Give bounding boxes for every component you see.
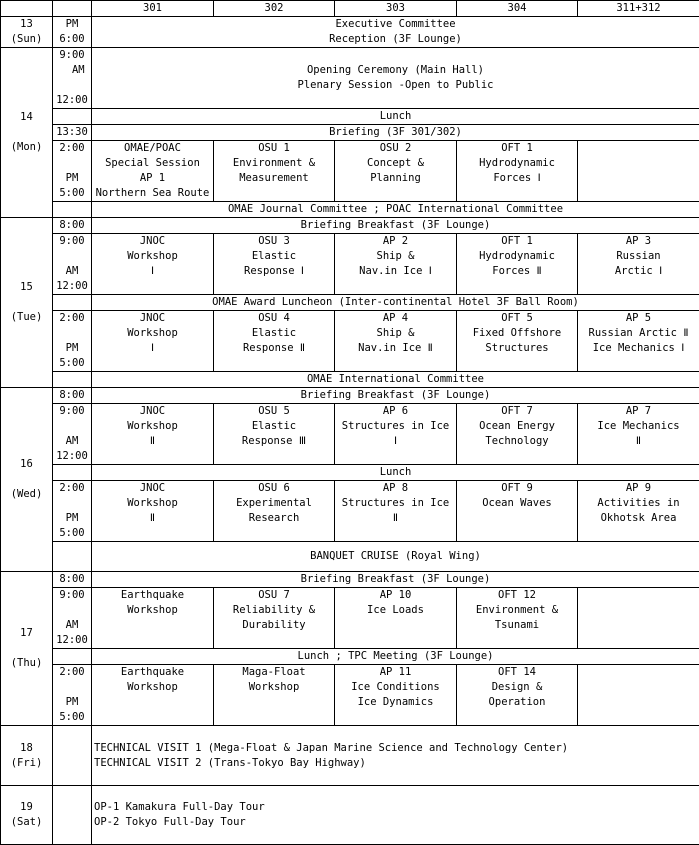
session-cell: JNOC Workshop Ⅰ [92, 234, 214, 295]
date-cell: 16 (Wed) [1, 388, 53, 572]
day-17-breakfast-row [1, 572, 699, 588]
session-cell: OFT 14 Design & Operation [457, 665, 578, 726]
session-cell: JNOC Workshop Ⅱ [92, 404, 214, 465]
session-cell [578, 665, 699, 726]
day-16-pm-row [1, 481, 699, 542]
session-cell: Earthquake Workshop [92, 588, 214, 649]
time-cell: 8:00 [53, 218, 92, 234]
session-cell: OMAE/POAC Special Session AP 1 Northern Sea Route [92, 141, 214, 202]
time-cell: 9:00 AM 12:00 [53, 588, 92, 649]
day-16-am-row [1, 404, 699, 465]
time-cell [53, 295, 92, 311]
time-cell: 9:00 AM 12:00 [53, 234, 92, 295]
session-cell: AP 3 Russian Arctic Ⅰ [578, 234, 699, 295]
session-cell: OFT 1 Hydrodynamic Forces Ⅰ [457, 141, 578, 202]
time-cell: 2:00 PM 5:00 [53, 141, 92, 202]
session-cell [578, 141, 699, 202]
date-cell: 15 (Tue) [1, 218, 53, 388]
event-cell: Lunch [92, 109, 699, 125]
event-cell: BANQUET CRUISE (Royal Wing) [92, 542, 699, 572]
time-cell: PM 6:00 [53, 17, 92, 48]
event-cell: OMAE Award Luncheon (Inter-continental Hotel 3F Ball Room) [92, 295, 699, 311]
time-cell: 8:00 [53, 388, 92, 404]
session-cell: AP 9 Activities in Okhotsk Area [578, 481, 699, 542]
day-15-breakfast-row [1, 218, 699, 234]
session-cell: OSU 3 Elastic Response Ⅰ [214, 234, 335, 295]
time-cell [53, 109, 92, 125]
day-13-row [1, 17, 699, 48]
session-cell [578, 588, 699, 649]
room-header: 311+312 [578, 1, 699, 17]
event-cell: Lunch [92, 465, 699, 481]
day-15-am-row [1, 234, 699, 295]
day-17-lunch-row [1, 649, 699, 665]
session-cell: OSU 4 Elastic Response Ⅱ [214, 311, 335, 372]
session-cell: AP 6 Structures in Ice Ⅰ [335, 404, 457, 465]
event-cell: TECHNICAL VISIT 1 (Mega-Float & Japan Marine Science and Technology Center) TECHNICAL VISIT 2 (Trans-Tokyo Bay Highway) [92, 726, 699, 786]
time-cell: 2:00 PM 5:00 [53, 665, 92, 726]
day-14-briefing-row [1, 125, 699, 141]
session-cell: AP 5 Russian Arctic Ⅱ Ice Mechanics Ⅰ [578, 311, 699, 372]
session-cell: OFT 1 Hydrodynamic Forces Ⅱ [457, 234, 578, 295]
time-cell: 9:00 AM 12:00 [53, 404, 92, 465]
day-17-pm-row [1, 665, 699, 726]
time-cell [53, 726, 92, 786]
day-16-lunch-row [1, 465, 699, 481]
session-cell: JNOC Workshop Ⅱ [92, 481, 214, 542]
session-cell: OSU 5 Elastic Response Ⅲ [214, 404, 335, 465]
day-15-evening-row [1, 372, 699, 388]
room-header: 303 [335, 1, 457, 17]
event-cell: Briefing Breakfast (3F Lounge) [92, 572, 699, 588]
time-cell: 8:00 [53, 572, 92, 588]
time-cell: 13:30 [53, 125, 92, 141]
event-cell: Executive Committee Reception (3F Lounge) [92, 17, 699, 48]
event-cell: Lunch ; TPC Meeting (3F Lounge) [92, 649, 699, 665]
event-cell: OMAE International Committee [92, 372, 699, 388]
event-cell: OMAE Journal Committee ; POAC International Committee [92, 202, 699, 218]
day-14-lunch-row [1, 109, 699, 125]
session-cell: AP 4 Ship & Nav.in Ice Ⅱ [335, 311, 457, 372]
header-blank [53, 1, 92, 17]
session-cell: Earthquake Workshop [92, 665, 214, 726]
session-cell: AP 8 Structures in Ice Ⅱ [335, 481, 457, 542]
day-14-evening-row [1, 202, 699, 218]
room-header: 304 [457, 1, 578, 17]
time-cell [53, 465, 92, 481]
date-cell: 14 (Mon) [1, 48, 53, 218]
time-cell: 9:00 AM 12:00 [53, 48, 92, 109]
date-cell: 19 (Sat) [1, 786, 53, 845]
room-header: 302 [214, 1, 335, 17]
header-row [1, 1, 699, 17]
time-cell [53, 786, 92, 845]
day-16-breakfast-row [1, 388, 699, 404]
session-cell: AP 10 Ice Loads [335, 588, 457, 649]
header-blank [1, 1, 53, 17]
session-cell: OFT 7 Ocean Energy Technology [457, 404, 578, 465]
session-cell: OFT 5 Fixed Offshore Structures [457, 311, 578, 372]
session-cell: OSU 2 Concept & Planning [335, 141, 457, 202]
day-14-opening-row [1, 48, 699, 109]
date-cell: 13 (Sun) [1, 17, 53, 48]
session-cell: OSU 7 Reliability & Durability [214, 588, 335, 649]
session-cell: AP 7 Ice Mechanics Ⅱ [578, 404, 699, 465]
date-cell: 18 (Fri) [1, 726, 53, 786]
session-cell: OFT 12 Environment & Tsunami [457, 588, 578, 649]
session-cell: Maga-Float Workshop [214, 665, 335, 726]
date-cell: 17 (Thu) [1, 572, 53, 726]
session-cell: OSU 6 Experimental Research [214, 481, 335, 542]
time-cell: 2:00 PM 5:00 [53, 311, 92, 372]
time-cell [53, 202, 92, 218]
session-cell: OFT 9 Ocean Waves [457, 481, 578, 542]
session-cell: Opening Ceremony (Main Hall) Plenary Session -Open to Public [92, 48, 699, 109]
session-cell: JNOC Workshop Ⅰ [92, 311, 214, 372]
day-17-am-row [1, 588, 699, 649]
time-cell: 2:00 PM 5:00 [53, 481, 92, 542]
day-15-luncheon-row [1, 295, 699, 311]
event-cell: Briefing Breakfast (3F Lounge) [92, 218, 699, 234]
time-cell [53, 542, 92, 572]
day-19-row [1, 786, 699, 845]
time-cell [53, 649, 92, 665]
day-18-row [1, 726, 699, 786]
session-cell: AP 2 Ship & Nav.in Ice Ⅰ [335, 234, 457, 295]
room-header: 301 [92, 1, 214, 17]
time-cell [53, 372, 92, 388]
event-cell: OP-1 Kamakura Full-Day Tour OP-2 Tokyo Full-Day Tour [92, 786, 699, 845]
session-cell: AP 11 Ice Conditions Ice Dynamics [335, 665, 457, 726]
event-cell: Briefing Breakfast (3F Lounge) [92, 388, 699, 404]
day-14-pm-row [1, 141, 699, 202]
event-cell: Briefing (3F 301/302) [92, 125, 699, 141]
session-cell: OSU 1 Environment & Measurement [214, 141, 335, 202]
day-15-pm-row [1, 311, 699, 372]
day-16-evening-row [1, 542, 699, 572]
